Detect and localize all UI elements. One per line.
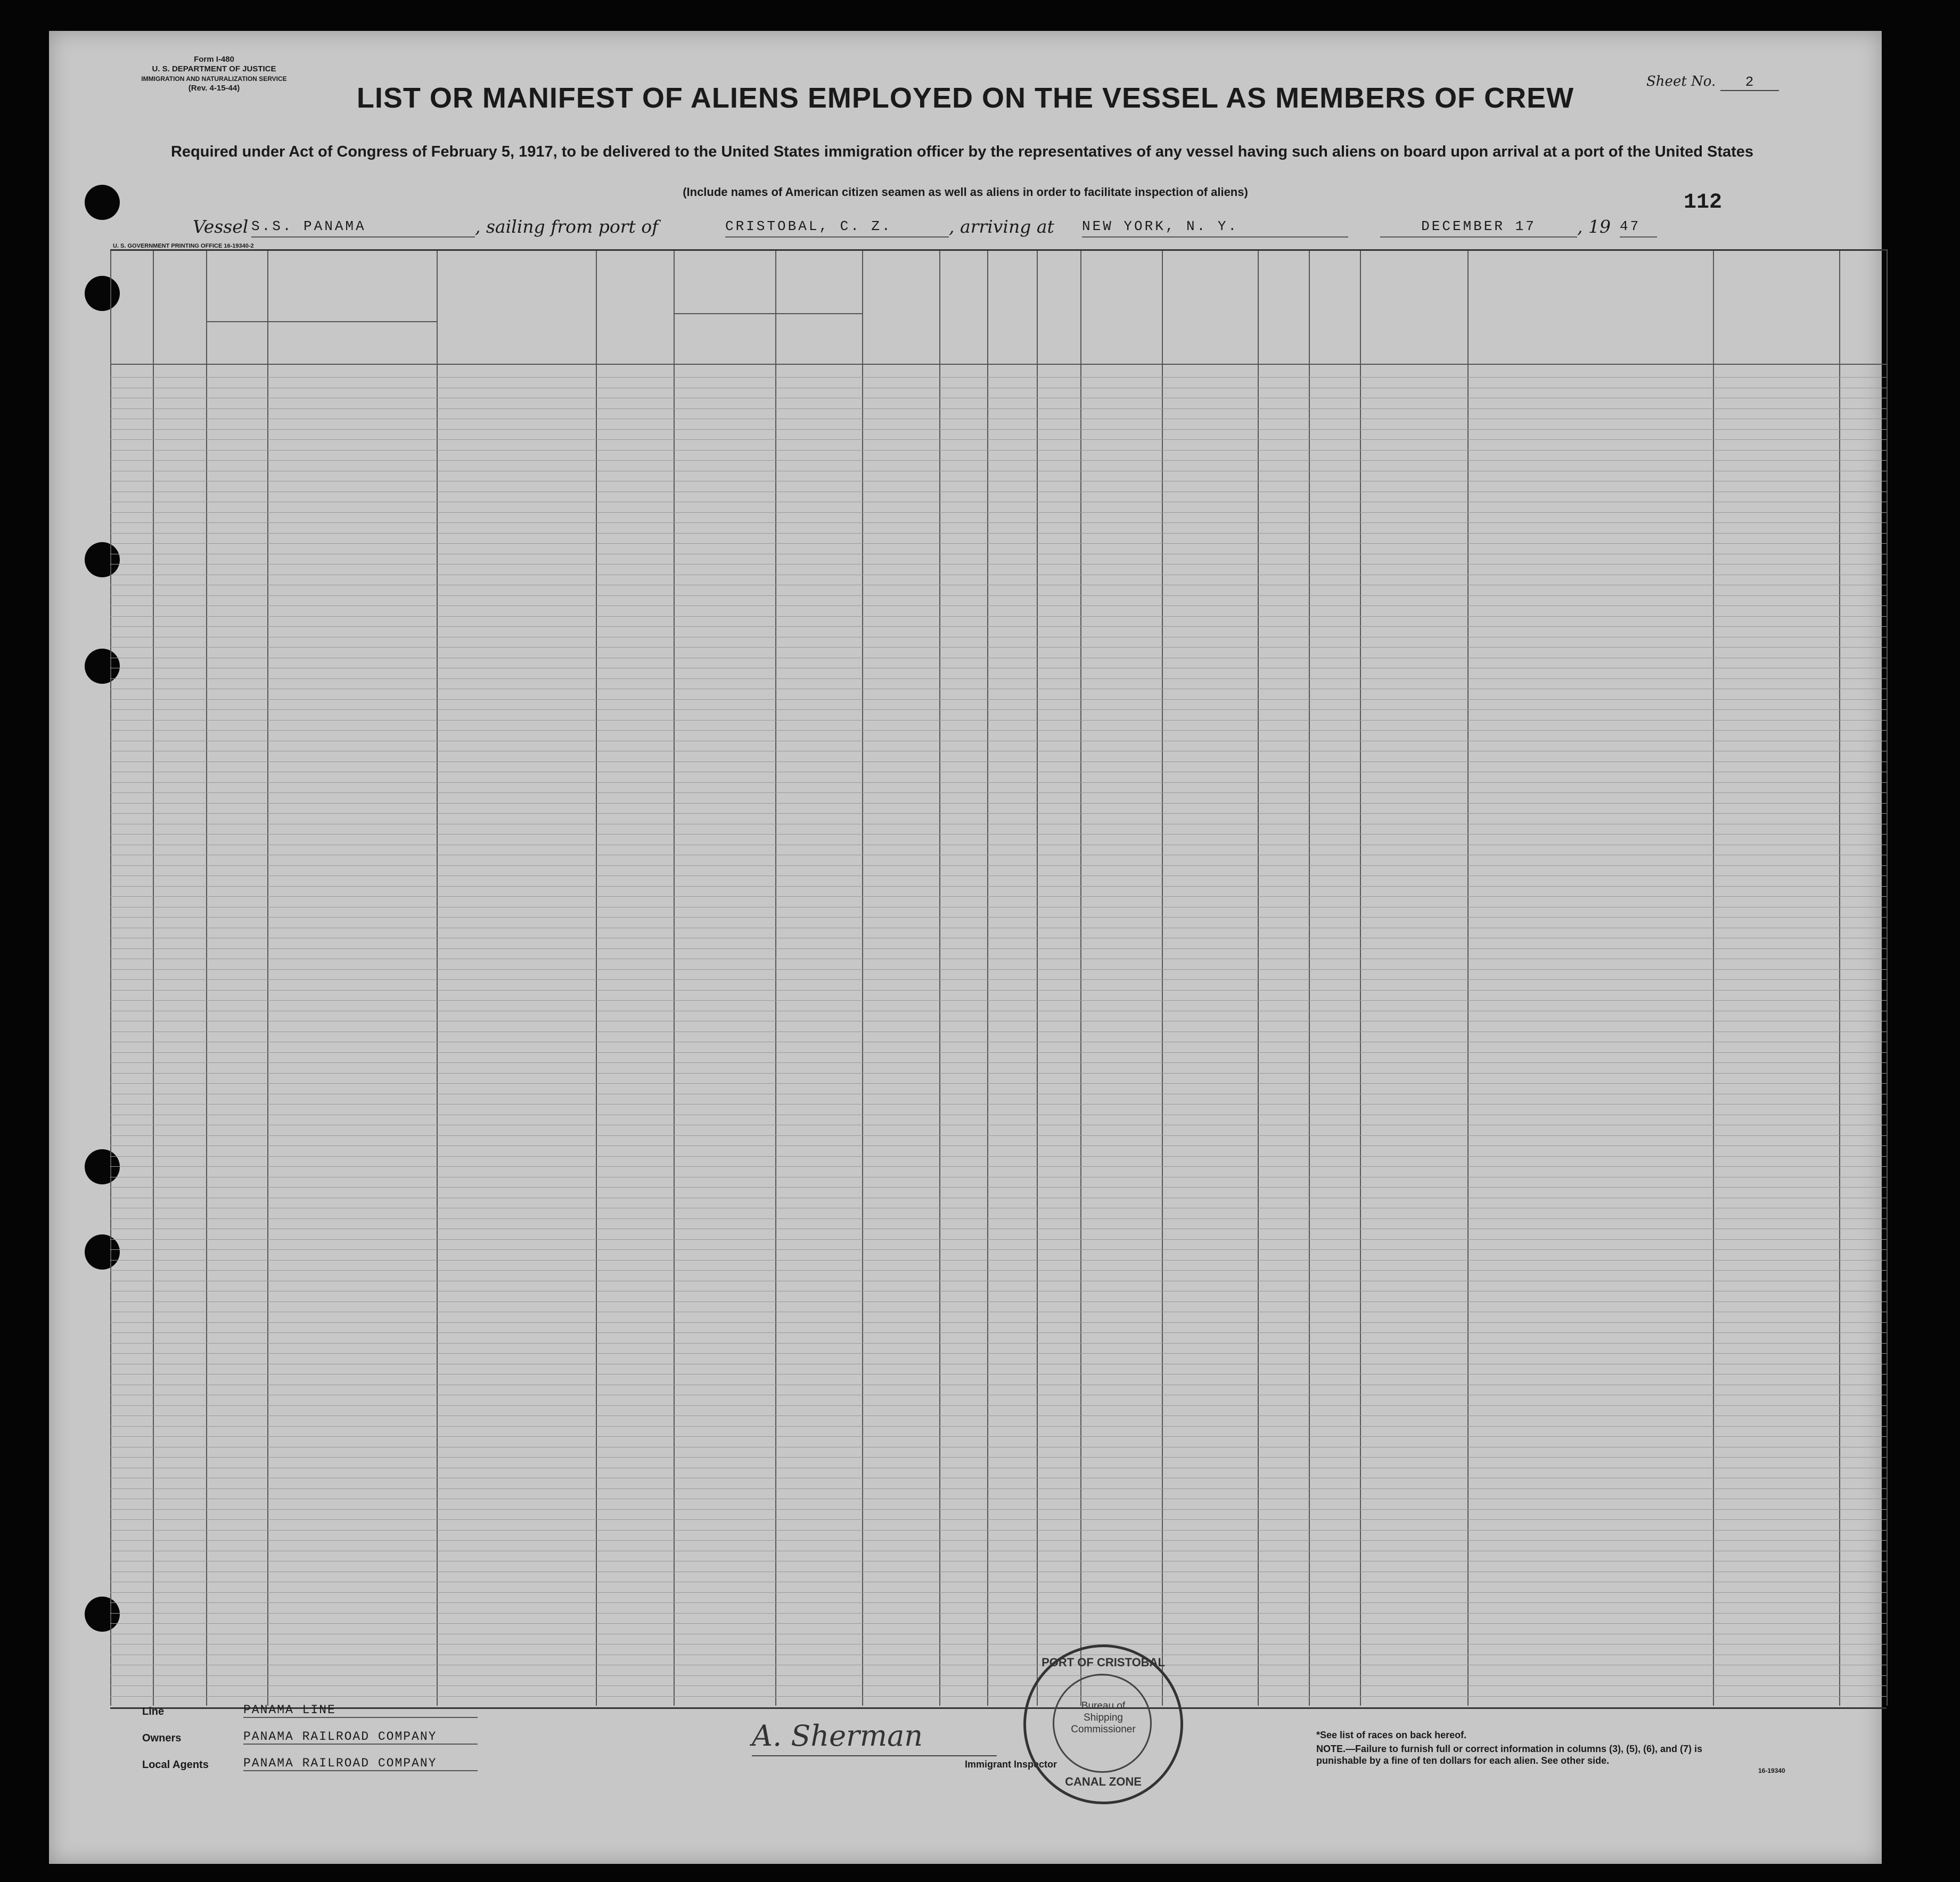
inspector-label: Immigrant Inspector <box>965 1759 1057 1770</box>
stamp-zone: CANAL ZONE <box>1065 1775 1142 1788</box>
penalty-note: NOTE.—Failure to furnish full or correct information in columns (3), (5), (6), and (7) is punishable by a fine of ten dollars for each alien. See other side. <box>1316 1744 1703 1766</box>
agents-label: Local Agents <box>142 1759 209 1771</box>
sailing-label: , sailing from port of <box>475 216 659 237</box>
sheet-label: Sheet No. <box>1646 73 1716 89</box>
subnote: (Include names of American citizen seamen as well as aliens in order to facilitate inspection of aliens) <box>683 185 1248 199</box>
arrival-date: DECEMBER 17 <box>1380 218 1577 238</box>
arriving-port: NEW YORK, N. Y. <box>1082 218 1348 238</box>
manifest-sheet <box>49 31 1882 1864</box>
inspector-signature: A. Sherman <box>752 1719 923 1753</box>
stamp-port: PORT OF CRISTOBAL <box>1041 1656 1165 1669</box>
page-title: LIST OR MANIFEST OF ALIENS EMPLOYED ON THE VESSEL AS MEMBERS OF CREW <box>356 82 1574 114</box>
agents-value: PANAMA RAILROAD COMPANY <box>243 1756 478 1771</box>
stamp-bureau: Bureau of Shipping Commissioner <box>1071 1700 1136 1735</box>
owners-label: Owners <box>142 1732 182 1744</box>
arriving-label: , arriving at <box>949 216 1054 237</box>
vessel-name: S.S. PANAMA <box>251 218 475 238</box>
year-prefix: , 19 <box>1577 216 1611 237</box>
form-number: Form I-480 <box>194 55 234 64</box>
sheet-value: 2 <box>1720 74 1779 91</box>
arrival-year: 47 <box>1620 218 1657 238</box>
form-code: 16-19340 <box>1758 1767 1785 1774</box>
service-name: IMMIGRATION AND NATURALIZATION SERVICE <box>141 75 287 83</box>
revision: (Rev. 4-15-44) <box>188 84 240 93</box>
race-note: *See list of races on back hereof. <box>1316 1730 1467 1740</box>
stamp-number: 112 <box>1684 191 1723 215</box>
line-value: PANAMA LINE <box>243 1703 478 1718</box>
vessel-label: Vessel <box>193 216 249 237</box>
owners-value: PANAMA RAILROAD COMPANY <box>243 1730 478 1745</box>
subtitle: Required under Act of Congress of February 5, 1917, to be delivered to the United States immigration officer by the representatives of any vessel having such aliens on board upon arrival at a port of the United States <box>170 143 1754 160</box>
department: U. S. DEPARTMENT OF JUSTICE <box>152 64 276 73</box>
sailing-port: CRISTOBAL, C. Z. <box>725 218 949 238</box>
vessel-line <box>193 216 1790 243</box>
port-stamp <box>1023 1644 1183 1804</box>
line-label: Line <box>142 1706 165 1717</box>
printing-office: U. S. GOVERNMENT PRINTING OFFICE 16-19340-2 <box>113 243 254 249</box>
